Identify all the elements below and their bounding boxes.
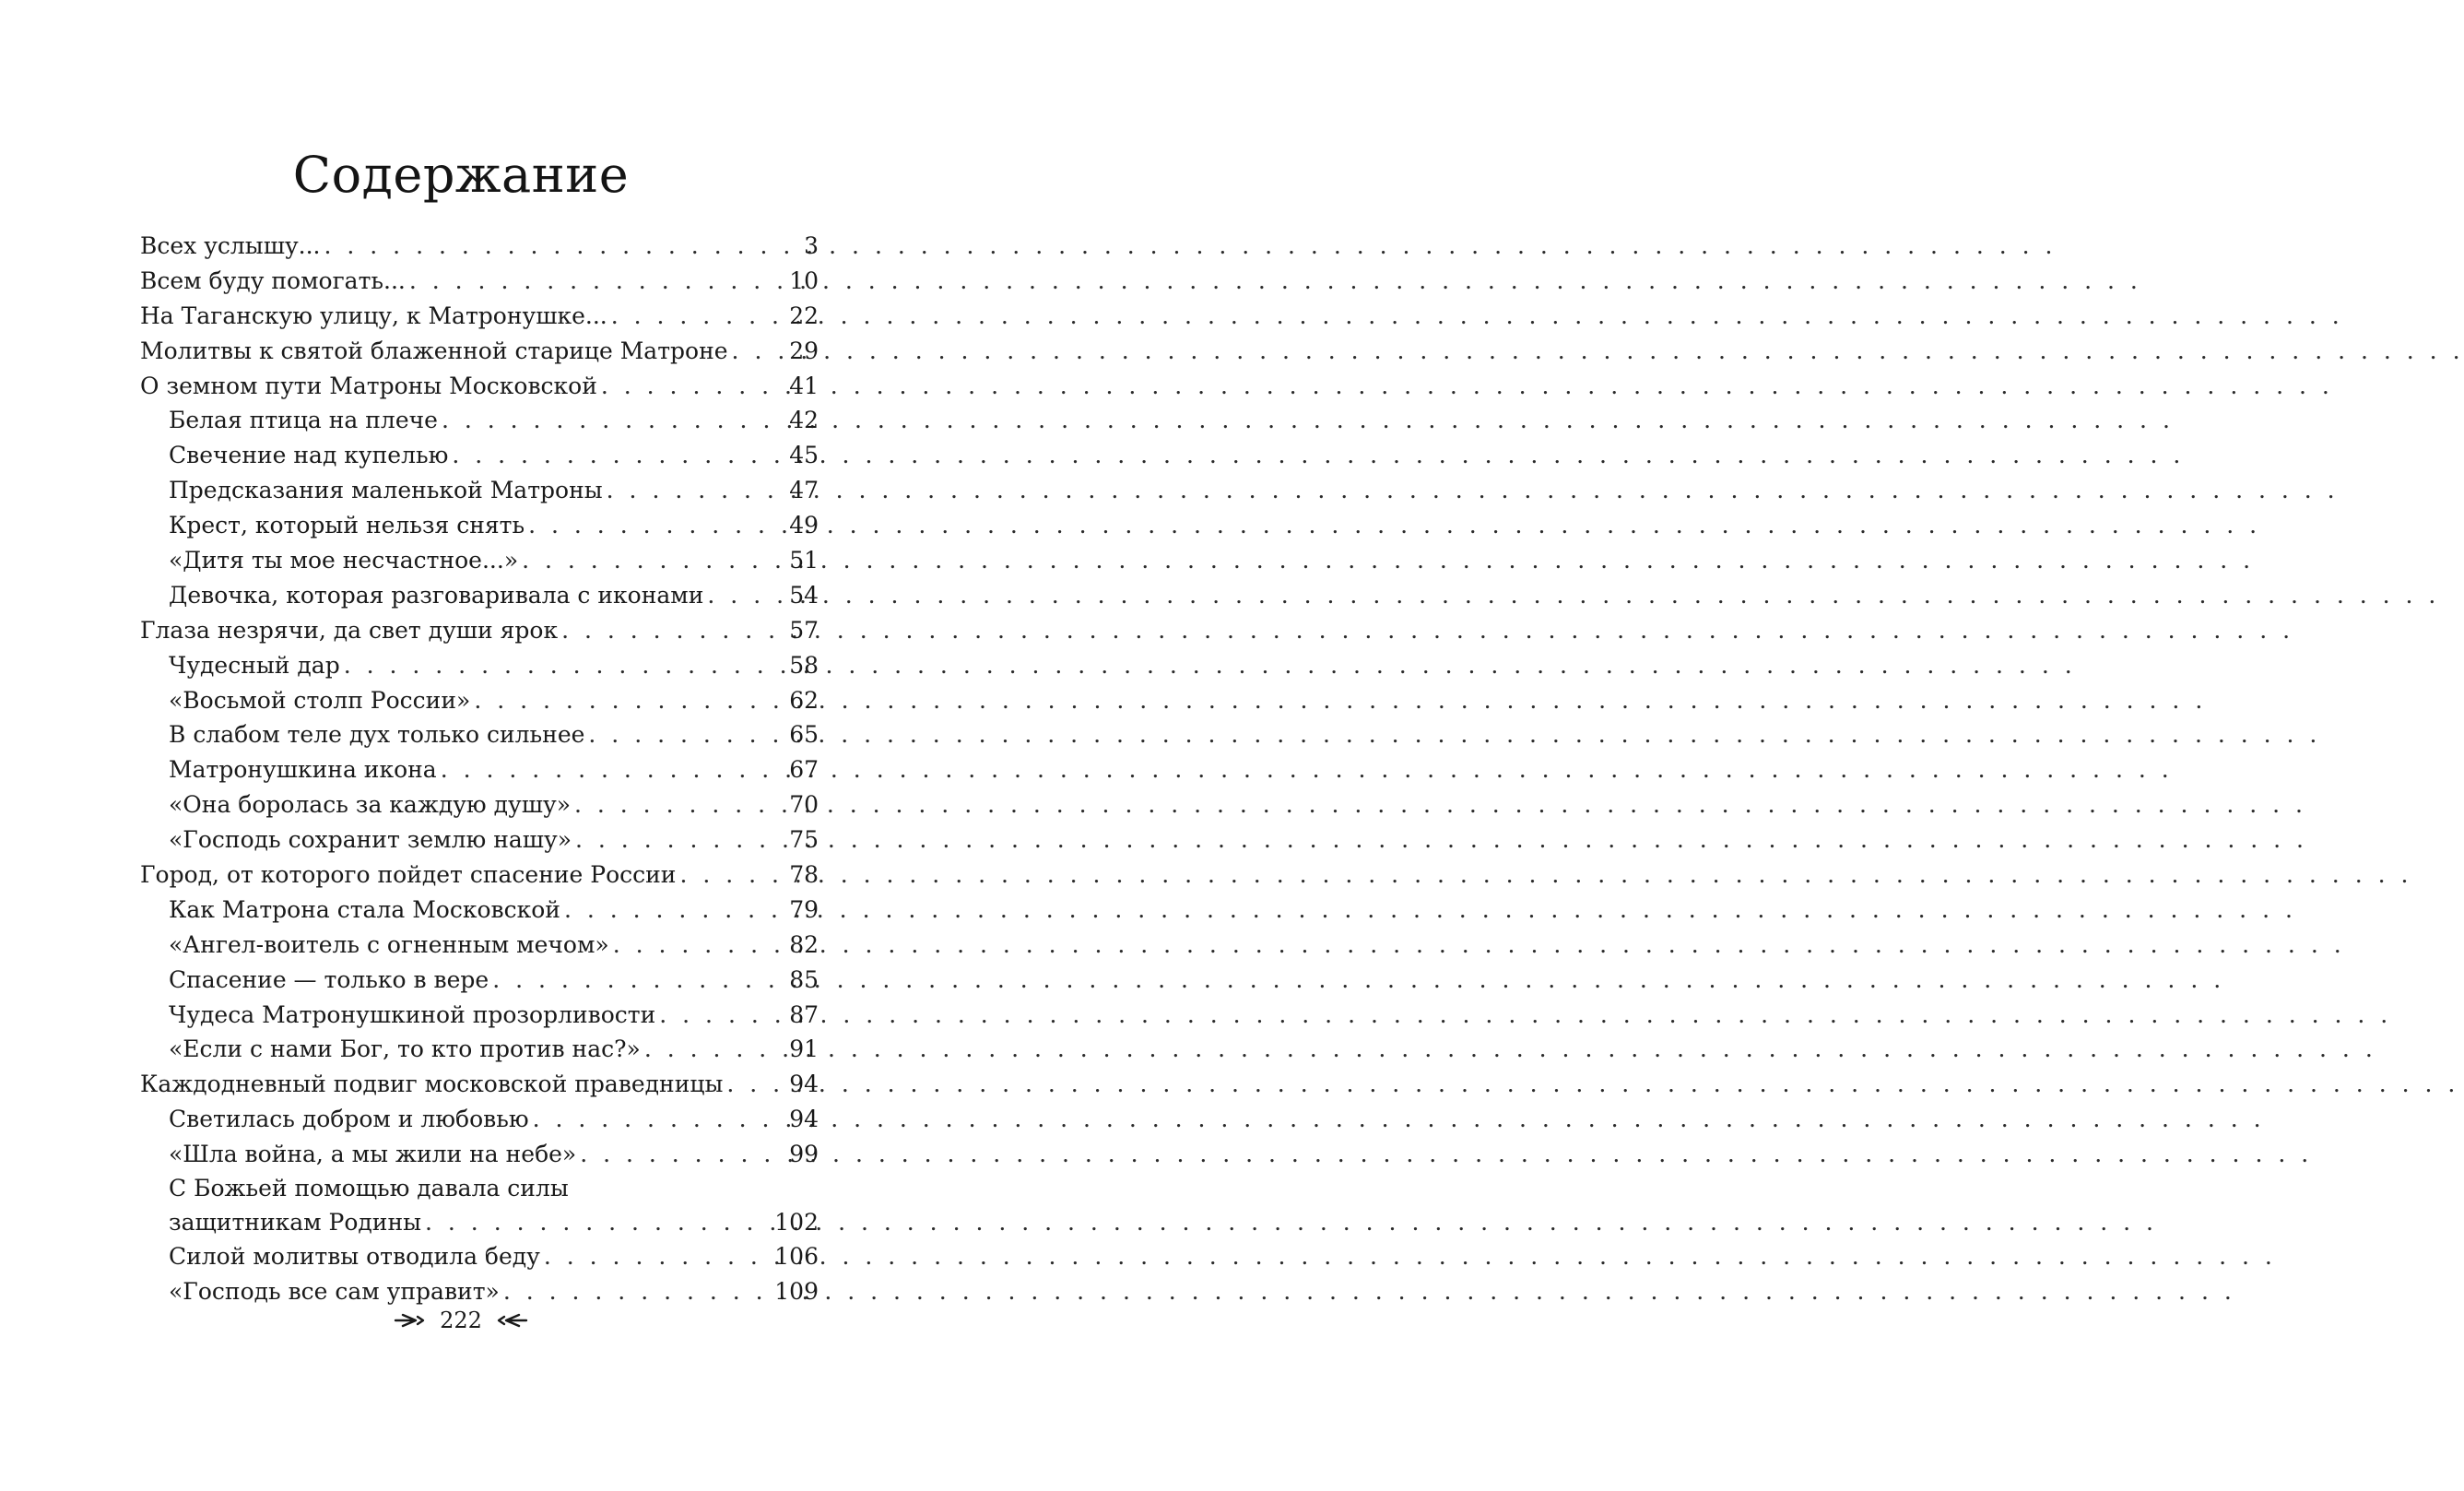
toc-entry-title: В слабом теле дух только сильнее bbox=[169, 721, 585, 749]
dot-leader bbox=[580, 1137, 785, 1172]
dot-leader bbox=[452, 438, 785, 473]
toc-entry-page: 106 bbox=[774, 1243, 819, 1271]
toc-entry-title: Чудесный дар bbox=[169, 651, 340, 679]
toc-entry bbox=[140, 613, 819, 648]
toc-entry-page: 62 bbox=[789, 686, 819, 714]
toc-entry-page: 99 bbox=[789, 1141, 819, 1168]
book-page bbox=[0, 0, 922, 1491]
toc-entry-page: 109 bbox=[774, 1278, 819, 1306]
toc-entry-title: Каждодневный подвиг московской праведницы bbox=[140, 1071, 724, 1098]
dot-leader bbox=[574, 787, 785, 822]
toc-entry-title: Светилась добром и любовью bbox=[169, 1106, 529, 1133]
toc-entry-page: 94 bbox=[789, 1071, 819, 1098]
dot-leader bbox=[544, 1239, 771, 1274]
toc-entry-page: 78 bbox=[789, 861, 819, 889]
toc-entry-title: Всех услышу... bbox=[140, 231, 321, 259]
toc-entry-title: «Дитя ты мое несчастное...» bbox=[169, 547, 519, 574]
dot-leader bbox=[528, 508, 785, 543]
toc-entry-page: 10 bbox=[789, 266, 819, 294]
toc-subentry bbox=[140, 998, 819, 1033]
toc-entry-title: Город, от которого пойдет спасение России bbox=[140, 861, 677, 889]
dot-leader bbox=[607, 473, 786, 508]
dot-leader bbox=[441, 752, 785, 787]
dot-leader bbox=[707, 578, 785, 613]
dot-leader bbox=[324, 229, 801, 264]
toc-entry-page: 58 bbox=[789, 651, 819, 679]
toc-entry-title: «Господь все сам управит» bbox=[169, 1278, 500, 1306]
toc-entry-page: 67 bbox=[789, 756, 819, 784]
toc-entry-title: Глаза незрячи, да свет души ярок bbox=[140, 616, 559, 644]
toc-subentry bbox=[140, 438, 819, 473]
toc-entry bbox=[140, 229, 819, 264]
toc-subentry bbox=[140, 1205, 819, 1240]
toc-entry-page: 54 bbox=[789, 581, 819, 609]
dot-leader bbox=[503, 1274, 771, 1309]
dot-leader bbox=[601, 369, 785, 404]
toc-entry-title: Свечение над купелью bbox=[169, 442, 449, 469]
toc-entry-page: 57 bbox=[789, 616, 819, 644]
toc-entry-page: 85 bbox=[789, 965, 819, 993]
dot-leader bbox=[732, 334, 786, 369]
toc-subentry bbox=[140, 473, 819, 508]
dot-leader bbox=[726, 1067, 785, 1102]
toc-subentry bbox=[140, 752, 819, 787]
toc-entry-title: Белая птица на плече bbox=[169, 407, 438, 434]
toc-entry-title: Молитвы к святой блаженной старице Матроне bbox=[140, 337, 728, 364]
toc-entry-title: С Божьей помощью давала силы bbox=[169, 1175, 569, 1202]
toc-subentry bbox=[140, 1274, 819, 1309]
toc-entry-title: Всем буду помогать... bbox=[140, 266, 406, 294]
toc-subentry bbox=[140, 1102, 819, 1137]
toc-entry bbox=[140, 369, 819, 404]
toc-entry-title: Девочка, которая разговаривала с иконами bbox=[169, 581, 704, 609]
dot-leader bbox=[492, 963, 785, 998]
page-footer bbox=[0, 1308, 922, 1333]
toc-subentry bbox=[140, 683, 819, 718]
toc-entry-page: 45 bbox=[789, 442, 819, 469]
toc-entry-page: 102 bbox=[774, 1208, 819, 1236]
toc-entry bbox=[140, 299, 819, 334]
table-of-contents bbox=[140, 229, 819, 1309]
dot-leader bbox=[564, 893, 785, 928]
toc-entry-title: «Она боролась за каждую душу» bbox=[169, 791, 571, 819]
toc-entry-page: 65 bbox=[789, 721, 819, 749]
toc-entry-page: 94 bbox=[789, 1106, 819, 1133]
toc-entry-page: 41 bbox=[789, 372, 819, 399]
toc-subentry bbox=[140, 403, 819, 438]
toc-entry bbox=[140, 334, 819, 369]
dot-leader bbox=[425, 1205, 771, 1240]
toc-entry-page: 49 bbox=[789, 512, 819, 539]
page-title: Содержание bbox=[292, 146, 630, 204]
dot-leader bbox=[409, 264, 785, 299]
toc-entry bbox=[140, 858, 819, 893]
page-number: 222 bbox=[440, 1308, 482, 1333]
toc-entry-page: 3 bbox=[804, 231, 819, 259]
dot-leader bbox=[611, 299, 785, 334]
toc-entry-title: «Если с нами Бог, то кто против нас?» bbox=[169, 1035, 641, 1063]
toc-entry-title: На Таганскую улицу, к Матронушке... bbox=[140, 302, 607, 329]
toc-entry-title: Крест, который нельзя снять bbox=[169, 512, 525, 539]
toc-subentry bbox=[140, 1239, 819, 1274]
toc-entry-title: Матронушкина икона bbox=[169, 756, 437, 784]
ornament-right-icon bbox=[497, 1312, 528, 1329]
toc-subentry bbox=[140, 1032, 819, 1067]
toc-subentry bbox=[140, 928, 819, 963]
dot-leader bbox=[659, 998, 785, 1033]
toc-entry-title: «Восьмой столп России» bbox=[169, 686, 471, 714]
toc-entry-title: Силой молитвы отводила беду bbox=[169, 1243, 540, 1271]
toc-entry-title: «Шла война, а мы жили на небе» bbox=[169, 1141, 577, 1168]
dot-leader bbox=[644, 1032, 785, 1067]
dot-leader bbox=[679, 858, 785, 893]
toc-subentry bbox=[140, 578, 819, 613]
toc-subentry bbox=[140, 1137, 819, 1172]
toc-subentry bbox=[140, 1172, 819, 1205]
toc-subentry bbox=[140, 648, 819, 683]
toc-entry-title: «Господь сохранит землю нашу» bbox=[169, 826, 572, 854]
dot-leader bbox=[561, 613, 785, 648]
dot-leader bbox=[533, 1102, 786, 1137]
toc-entry-page: 79 bbox=[789, 895, 819, 923]
toc-entry-page: 29 bbox=[789, 337, 819, 364]
dot-leader bbox=[522, 543, 785, 578]
toc-subentry bbox=[140, 508, 819, 543]
toc-subentry bbox=[140, 893, 819, 928]
toc-entry-page: 75 bbox=[789, 826, 819, 854]
toc-entry-page: 47 bbox=[789, 477, 819, 504]
toc-entry-title: Как Матрона стала Московской bbox=[169, 895, 560, 923]
ornament-left-icon bbox=[394, 1312, 425, 1329]
toc-entry bbox=[140, 1067, 819, 1102]
toc-subentry bbox=[140, 787, 819, 822]
toc-entry-title: Спасение — только в вере bbox=[169, 965, 489, 993]
toc-entry-title: Предсказания маленькой Матроны bbox=[169, 477, 603, 504]
toc-entry-title: «Ангел-воитель с огненным мечом» bbox=[169, 930, 609, 958]
toc-entry-page: 91 bbox=[789, 1035, 819, 1063]
dot-leader bbox=[575, 822, 785, 858]
toc-entry bbox=[140, 264, 819, 299]
dot-leader bbox=[613, 928, 785, 963]
dot-leader bbox=[442, 403, 785, 438]
toc-entry-page: 87 bbox=[789, 1000, 819, 1028]
toc-entry-title: О земном пути Матроны Московской bbox=[140, 372, 597, 399]
toc-entry-page: 51 bbox=[789, 547, 819, 574]
toc-entry-title: Чудеса Матронушкиной прозорливости bbox=[169, 1000, 656, 1028]
toc-entry-page: 42 bbox=[789, 407, 819, 434]
dot-leader bbox=[474, 683, 785, 718]
toc-subentry bbox=[140, 822, 819, 858]
toc-subentry bbox=[140, 963, 819, 998]
toc-subentry bbox=[140, 543, 819, 578]
dot-leader bbox=[344, 648, 785, 683]
toc-subentry bbox=[140, 717, 819, 752]
toc-entry-title: защитникам Родины bbox=[169, 1208, 422, 1236]
toc-entry-page: 82 bbox=[789, 930, 819, 958]
dot-leader bbox=[588, 717, 785, 752]
toc-entry-page: 22 bbox=[789, 302, 819, 329]
toc-entry-page: 70 bbox=[789, 791, 819, 819]
